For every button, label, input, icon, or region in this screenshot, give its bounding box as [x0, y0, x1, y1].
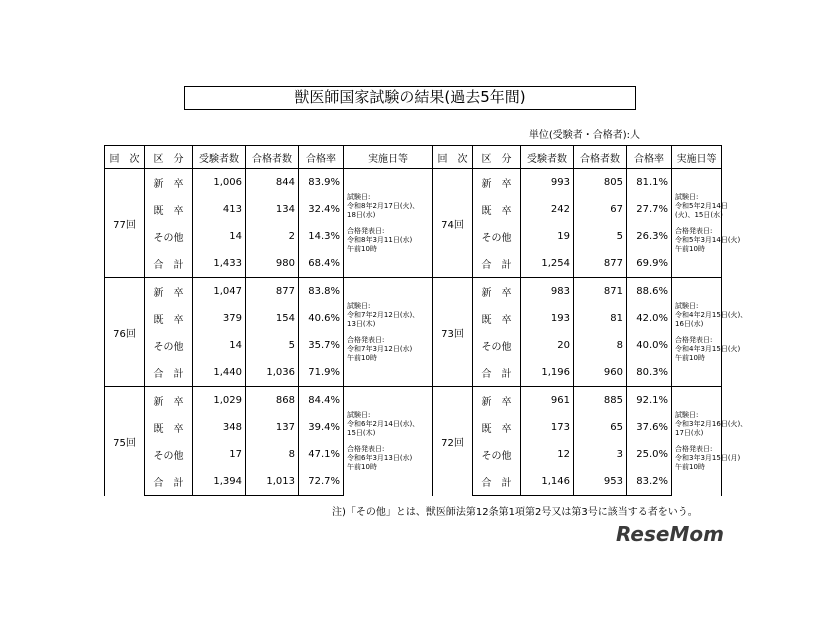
examinees-count: 1,440: [193, 359, 246, 387]
header-kaiji: 回 次: [105, 146, 145, 169]
passers-count: 1,013: [246, 468, 299, 496]
header-pass-rate: 合格率: [627, 146, 672, 169]
results-table: [104, 145, 748, 496]
date-value: 17日(水): [675, 428, 704, 437]
spacer: [675, 220, 718, 227]
date-label: 合格発表日:: [347, 226, 385, 235]
pass-rate: 47.1%: [299, 441, 344, 468]
spacer: [675, 329, 718, 336]
category: 合 計: [145, 359, 193, 387]
examinees-count: 1,006: [193, 169, 246, 197]
category: 合 計: [473, 468, 521, 496]
table-row: [105, 169, 722, 197]
header-examinees: 受験者数: [521, 146, 574, 169]
passers-count: 844: [246, 169, 299, 197]
pass-rate: 92.1%: [627, 387, 672, 415]
examinees-count: 1,394: [193, 468, 246, 496]
category: 新 卒: [473, 387, 521, 415]
date-value: 15日(木): [347, 428, 376, 437]
examinees-count: 19: [521, 223, 574, 250]
passers-count: 2: [246, 223, 299, 250]
category: 既 卒: [145, 414, 193, 441]
date-value: 18日(水): [347, 210, 376, 219]
pass-rate: 40.0%: [627, 332, 672, 359]
date-label: 合格発表日:: [675, 444, 713, 453]
exam-dates-cell: [672, 169, 741, 278]
header-kaiji: 回 次: [433, 146, 473, 169]
date-value: 令和6年2月14日(水)、: [347, 419, 420, 428]
examinees-count: 1,196: [521, 359, 574, 387]
spacer: [347, 220, 429, 227]
category: 合 計: [145, 468, 193, 496]
date-value: 令和5年2月14日: [675, 201, 728, 210]
date-value: 午前10時: [675, 353, 705, 362]
passers-count: 3: [574, 441, 627, 468]
exam-round: 77回: [105, 169, 145, 278]
exam-round: 74回: [433, 169, 473, 278]
date-value: 令和6年3月13日(水): [347, 453, 413, 462]
date-value: 令和8年3月11日(水): [347, 235, 413, 244]
header-dates: 実施日等: [672, 146, 722, 169]
examinees-count: 193: [521, 305, 574, 332]
header-kubun: 区 分: [473, 146, 521, 169]
examinees-count: 173: [521, 414, 574, 441]
pass-rate: 80.3%: [627, 359, 672, 387]
passers-count: 805: [574, 169, 627, 197]
unit-note: 単位(受験者・合格者):人: [528, 130, 640, 141]
pass-rate: 26.3%: [627, 223, 672, 250]
examinees-count: 1,029: [193, 387, 246, 415]
page-title: 獣医師国家試験の結果(過去5年間): [184, 86, 636, 110]
date-label: 試験日:: [347, 410, 371, 419]
header-kubun: 区 分: [145, 146, 193, 169]
spacer: [347, 329, 429, 336]
header-row: [105, 146, 722, 169]
pass-rate: 37.6%: [627, 414, 672, 441]
pass-rate: 27.7%: [627, 196, 672, 223]
date-value: 午前10時: [675, 462, 705, 471]
exam-dates-cell: [344, 169, 433, 278]
date-label: 合格発表日:: [675, 335, 713, 344]
date-value: 令和4年3月15日(火): [675, 344, 741, 353]
table-row: [105, 387, 722, 415]
exam-round: 76回: [105, 278, 145, 387]
pass-rate: 84.4%: [299, 387, 344, 415]
table-row: [105, 278, 722, 306]
examinees-count: 961: [521, 387, 574, 415]
pass-rate: 72.7%: [299, 468, 344, 496]
pass-rate: 40.6%: [299, 305, 344, 332]
passers-count: 885: [574, 387, 627, 415]
pass-rate: 14.3%: [299, 223, 344, 250]
examinees-count: 12: [521, 441, 574, 468]
exam-dates-cell: [672, 278, 748, 387]
pass-rate: 71.9%: [299, 359, 344, 387]
examinees-count: 1,146: [521, 468, 574, 496]
passers-count: 137: [246, 414, 299, 441]
examinees-count: 348: [193, 414, 246, 441]
pass-rate: 39.4%: [299, 414, 344, 441]
exam-dates-cell: [672, 387, 748, 496]
examinees-count: 242: [521, 196, 574, 223]
category: その他: [473, 441, 521, 468]
exam-dates-cell: [344, 278, 433, 387]
examinees-count: 379: [193, 305, 246, 332]
category: 合 計: [473, 359, 521, 387]
date-label: 試験日:: [675, 410, 699, 419]
passers-count: 877: [246, 278, 299, 306]
date-label: 試験日:: [347, 192, 371, 201]
passers-count: 8: [574, 332, 627, 359]
header-pass-rate: 合格率: [299, 146, 344, 169]
pass-rate: 42.0%: [627, 305, 672, 332]
passers-count: 980: [246, 250, 299, 278]
date-value: 13日(木): [347, 319, 376, 328]
pass-rate: 83.8%: [299, 278, 344, 306]
header-passers: 合格者数: [574, 146, 627, 169]
examinees-count: 993: [521, 169, 574, 197]
passers-count: 154: [246, 305, 299, 332]
passers-count: 877: [574, 250, 627, 278]
passers-count: 8: [246, 441, 299, 468]
category: 新 卒: [145, 387, 193, 415]
passers-count: 960: [574, 359, 627, 387]
header-dates: 実施日等: [344, 146, 433, 169]
pass-rate: 69.9%: [627, 250, 672, 278]
date-label: 試験日:: [675, 192, 699, 201]
category: 既 卒: [473, 196, 521, 223]
spacer: [347, 438, 429, 445]
date-label: 試験日:: [347, 301, 371, 310]
date-value: 16日(水): [675, 319, 704, 328]
passers-count: 67: [574, 196, 627, 223]
date-value: 午前10時: [675, 244, 705, 253]
spacer: [675, 438, 718, 445]
date-value: 午前10時: [347, 244, 377, 253]
category: 既 卒: [145, 196, 193, 223]
passers-count: 5: [574, 223, 627, 250]
exam-round: 75回: [105, 387, 145, 496]
category: その他: [145, 223, 193, 250]
date-value: 令和4年2月15日(火)、: [675, 310, 748, 319]
category: 合 計: [145, 250, 193, 278]
pass-rate: 68.4%: [299, 250, 344, 278]
examinees-count: 1,254: [521, 250, 574, 278]
resemom-logo: ReseMom: [616, 522, 724, 546]
category: 既 卒: [473, 305, 521, 332]
pass-rate: 32.4%: [299, 196, 344, 223]
passers-count: 81: [574, 305, 627, 332]
examinees-count: 983: [521, 278, 574, 306]
date-value: 午前10時: [347, 462, 377, 471]
pass-rate: 35.7%: [299, 332, 344, 359]
pass-rate: 83.9%: [299, 169, 344, 197]
date-value: 令和8年2月17日(火)、: [347, 201, 420, 210]
date-value: 令和3年3月15日(月): [675, 453, 741, 462]
category: その他: [145, 332, 193, 359]
date-value: 午前10時: [347, 353, 377, 362]
examinees-count: 413: [193, 196, 246, 223]
date-label: 合格発表日:: [675, 226, 713, 235]
date-label: 合格発表日:: [347, 335, 385, 344]
examinees-count: 1,047: [193, 278, 246, 306]
pass-rate: 25.0%: [627, 441, 672, 468]
pass-rate: 88.6%: [627, 278, 672, 306]
examinees-count: 20: [521, 332, 574, 359]
header-examinees: 受験者数: [193, 146, 246, 169]
pass-rate: 81.1%: [627, 169, 672, 197]
category: その他: [473, 223, 521, 250]
category: 合 計: [473, 250, 521, 278]
category: 新 卒: [473, 169, 521, 197]
passers-count: 5: [246, 332, 299, 359]
passers-count: 1,036: [246, 359, 299, 387]
exam-round: 73回: [433, 278, 473, 387]
category: その他: [145, 441, 193, 468]
category: 既 卒: [473, 414, 521, 441]
examinees-count: 1,433: [193, 250, 246, 278]
category: 新 卒: [145, 278, 193, 306]
date-label: 合格発表日:: [347, 444, 385, 453]
date-value: 令和5年3月14日(火): [675, 235, 741, 244]
category: 新 卒: [473, 278, 521, 306]
passers-count: 134: [246, 196, 299, 223]
passers-count: 65: [574, 414, 627, 441]
passers-count: 868: [246, 387, 299, 415]
examinees-count: 17: [193, 441, 246, 468]
category: 新 卒: [145, 169, 193, 197]
pass-rate: 83.2%: [627, 468, 672, 496]
examinees-count: 14: [193, 332, 246, 359]
category: その他: [473, 332, 521, 359]
date-label: 試験日:: [675, 301, 699, 310]
passers-count: 871: [574, 278, 627, 306]
category: 既 卒: [145, 305, 193, 332]
date-value: 令和3年2月16日(火)、: [675, 419, 748, 428]
exam-round: 72回: [433, 387, 473, 496]
header-passers: 合格者数: [246, 146, 299, 169]
examinees-count: 14: [193, 223, 246, 250]
passers-count: 953: [574, 468, 627, 496]
date-value: 令和7年2月12日(水)、: [347, 310, 420, 319]
exam-dates-cell: [344, 387, 433, 496]
footnote: 注)「その他」とは、獣医師法第12条第1項第2号又は第3号に該当する者をいう。: [332, 507, 698, 518]
date-value: (火)、15日(水): [675, 210, 723, 219]
date-value: 令和7年3月12日(水): [347, 344, 413, 353]
